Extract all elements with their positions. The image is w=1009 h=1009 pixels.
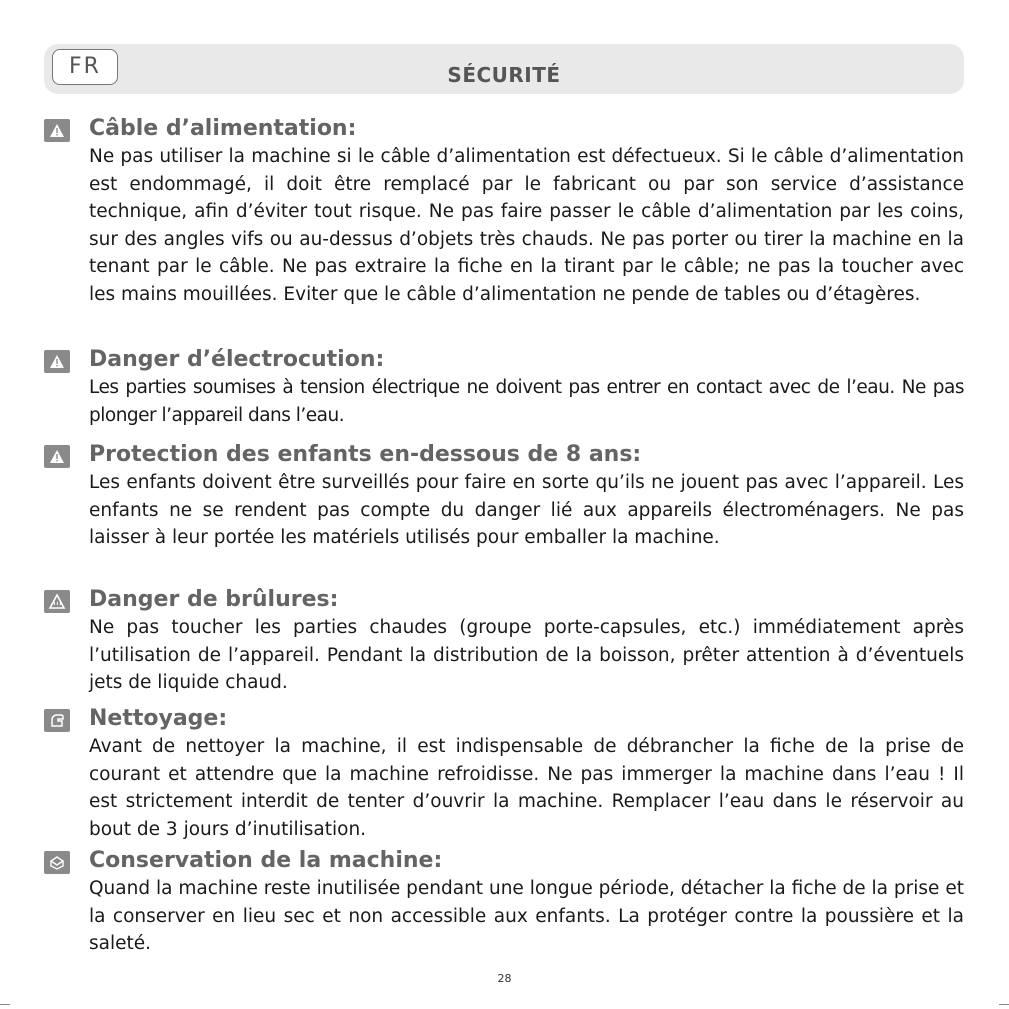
section-title: Protection des enfants en-dessous de 8 ans: [89,442,642,467]
section-electrocution [89,346,964,429]
section-title: Nettoyage: [89,706,228,731]
section-storage [89,847,964,958]
section-body: Avant de nettoyer la machine, il est indispensable de débrancher la fiche de la prise de courant et attendre que la machine refroidisse. Ne pas immerger la machine dans l’eau ! Il est strictement interdit de tenter d’ouvrir la machine. Remplacer l’eau dans le réservoir au bout de 3 jours d’inutilisation. [89,736,964,840]
section-title: Conservation de la machine: [89,848,443,873]
section-body: Ne pas utiliser la machine si le câble d’alimentation est défectueux. Si le câble d’alimentation est endommagé, il doit être remplacé par le fabricant ou par son service d’assistance technique, afin d’éviter tout risque. Ne pas faire passer le câble d’alimentation par les coins, sur des angles vifs ou au-dessus d’objets très chauds. Ne pas porter ou tirer la machine en la tenant par le câble. Ne pas extraire la fiche en la tirant par le câble; ne pas la toucher avec les mains mouillées. Eviter que le câble d’alimentation ne pende de tables ou d’étagères. [89,146,964,305]
section-burn-danger [89,586,964,697]
warning-triangle-icon [44,350,70,373]
warning-triangle-icon [44,119,70,142]
language-badge: FR [52,49,118,85]
section-child-protection [89,441,964,552]
section-power-cable [89,115,964,308]
storage-box-icon [44,851,70,874]
header-bar [44,44,964,94]
cleaning-hand-icon [44,709,70,732]
section-title: Danger d’électrocution: [89,347,385,372]
section-title: Danger de brûlures: [89,587,339,612]
page-number: 28 [497,972,512,985]
section-body: Ne pas toucher les parties chaudes (groupe porte-capsules, etc.) immédiatement après l’utilisation de l’appareil. Pendant la distribution de la boisson, prêter attention à d’éventuels jets de liquide chaud. [89,617,964,693]
section-title: Câble d’alimentation: [89,116,357,141]
crop-mark [999,1004,1009,1005]
crop-mark [0,1004,10,1005]
section-body: Quand la machine reste inutilisée pendant une longue période, détacher la fiche de la prise et la conserver en lieu sec et non accessible aux enfants. La protéger contre la poussière et la saleté. [89,878,964,954]
section-cleaning [89,705,964,843]
page-title: SÉCURITÉ [447,63,561,87]
section-body: Les parties soumises à tension électrique ne doivent pas entrer en contact avec de l’eau. Ne pas plonger l’appareil dans l’eau. [89,377,964,426]
section-body: Les enfants doivent être surveillés pour faire en sorte qu’ils ne jouent pas avec l’appareil. Les enfants ne se rendent pas compte du danger lié aux appareils électroménagers. Ne pas laisser à leur portée les matériels utilisés pour emballer la machine. [89,472,964,548]
warning-triangle-icon [44,445,70,468]
hot-surface-warning-icon [44,590,70,613]
